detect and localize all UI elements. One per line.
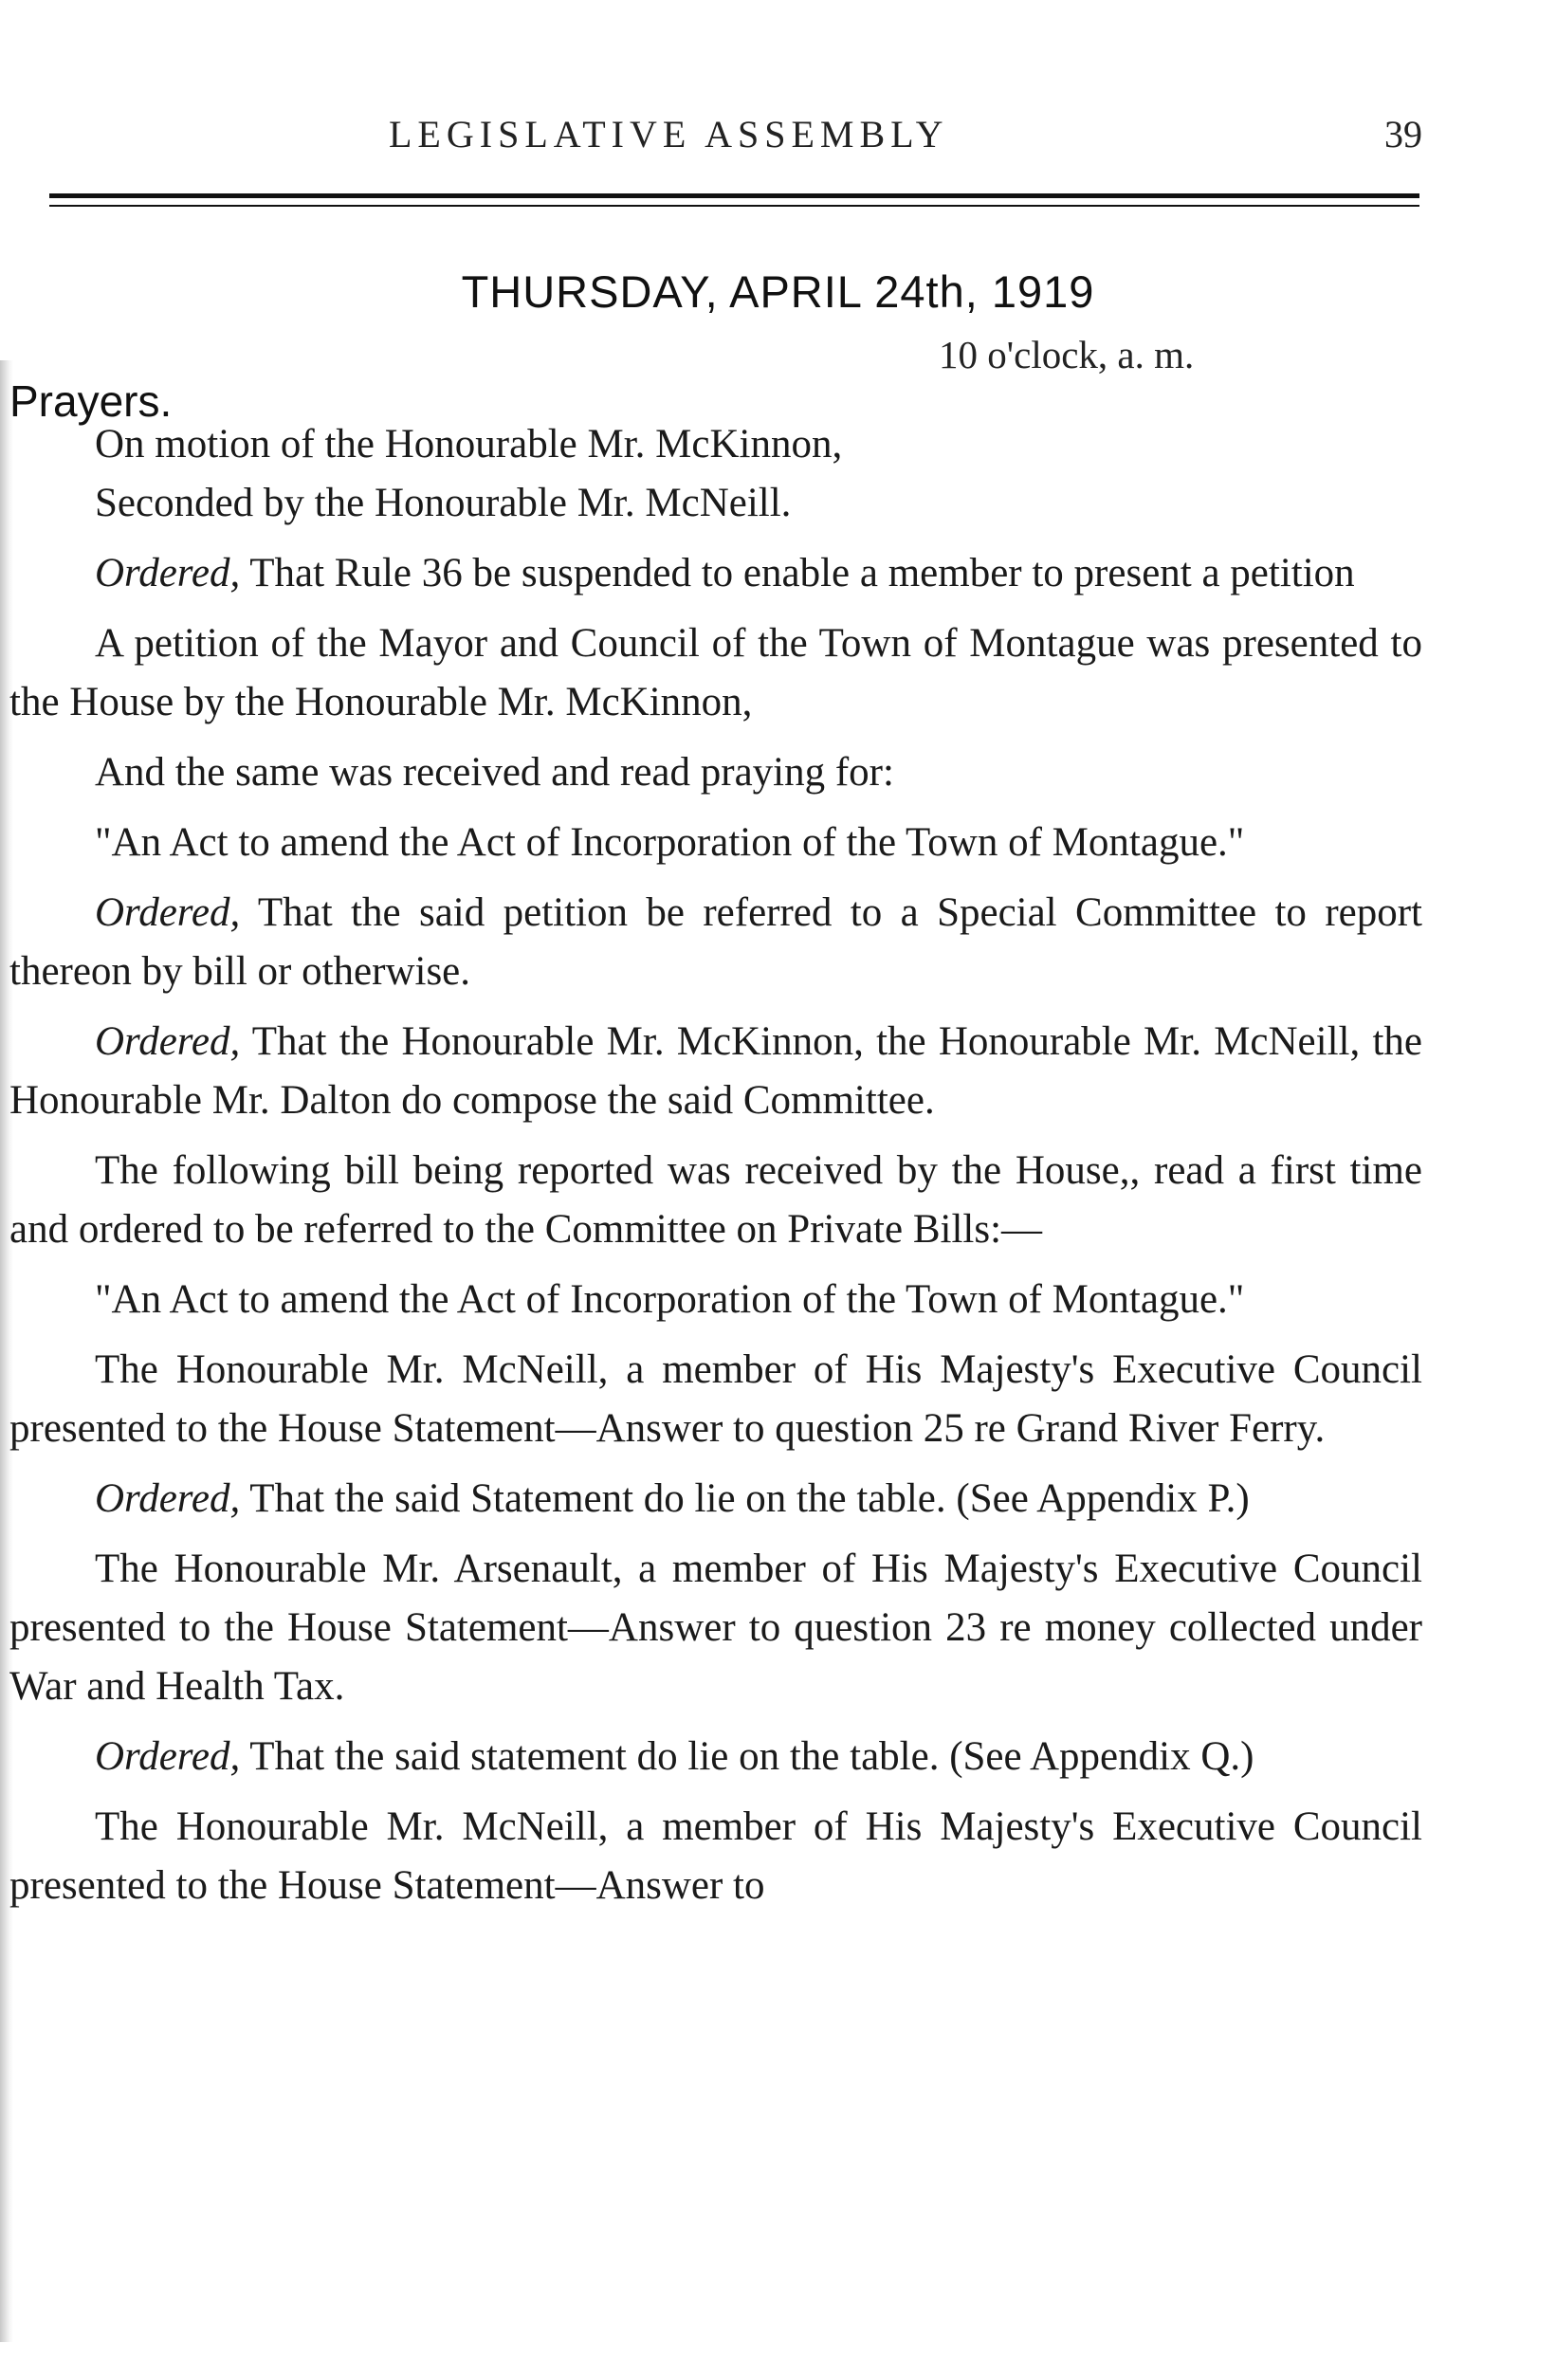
proceedings-body: [9, 415, 1422, 1927]
paragraph-text: "An Act to amend the Act of Incorporation of the Town of Montague.": [95, 1277, 1245, 1322]
paragraph: [9, 814, 1422, 872]
paragraph-text: And the same was received and read praying for:: [95, 750, 894, 795]
paragraph-text: That the said petition be referred to a Special Committee to report thereon by bill or otherwise.: [9, 890, 1422, 994]
paragraph: [9, 474, 1422, 533]
paragraph: [9, 614, 1422, 732]
paragraph-lead: Ordered,: [95, 1476, 241, 1521]
paragraph-text: "An Act to amend the Act of Incorporation of the Town of Montague.": [95, 820, 1245, 865]
paragraph-text: That Rule 36 be suspended to enable a member to present a petition: [249, 551, 1355, 595]
paragraph: [9, 1341, 1422, 1458]
running-title: LEGISLATIVE ASSEMBLY: [389, 113, 949, 156]
paragraph-text: That the said statement do lie on the table. (See Appendix Q.): [249, 1734, 1254, 1779]
paragraph: [9, 743, 1422, 802]
paragraph: [9, 1142, 1422, 1259]
paragraph: [9, 1271, 1422, 1329]
sitting-time: 10 o'clock, a. m.: [939, 333, 1195, 376]
paragraph: [9, 1013, 1422, 1130]
paragraph: [9, 544, 1422, 603]
header-rule-thick: [49, 193, 1419, 198]
paragraph-lead: Ordered,: [95, 1019, 241, 1064]
paragraph: [9, 1798, 1422, 1915]
paragraph: [9, 1540, 1422, 1716]
paragraph-text: That the Honourable Mr. McKinnon, the Honourable Mr. McNeill, the Honourable Mr. Dalton do compose the said Committee.: [9, 1019, 1422, 1123]
paragraph-text: The Honourable Mr. McNeill, a member of His Majesty's Executive Council presented to the House Statement—Answer to question 25 re Grand River Ferry.: [9, 1347, 1422, 1451]
paragraph-lead: Ordered,: [95, 1734, 241, 1779]
sitting-date: THURSDAY, APRIL 24th, 1919: [461, 266, 1095, 317]
paragraph-text: The Honourable Mr. McNeill, a member of His Majesty's Executive Council presented to the House Statement—Answer to: [9, 1804, 1422, 1908]
paragraph-text: A petition of the Mayor and Council of the Town of Montague was presented to the House by the Honourable Mr. McKinnon,: [9, 621, 1422, 724]
page-number: 39: [1384, 113, 1422, 156]
paragraph: [9, 884, 1422, 1001]
paragraph-lead: Ordered,: [95, 551, 241, 595]
prayers-heading: Prayers.: [9, 376, 173, 426]
paragraph: [9, 1470, 1422, 1529]
header-rule-thin: [49, 205, 1419, 207]
paragraph-text: Seconded by the Honourable Mr. McNeill.: [95, 481, 792, 525]
paragraph-text: On motion of the Honourable Mr. McKinnon,: [95, 422, 843, 467]
paragraph-text: The following bill being reported was received by the House,, read a first time and ordered to be referred to the Committee on Private Bills:—: [9, 1148, 1422, 1252]
paragraph-text: That the said Statement do lie on the table. (See Appendix P.): [249, 1476, 1250, 1521]
paragraph-lead: Ordered,: [95, 890, 241, 935]
paragraph: [9, 1728, 1422, 1786]
paragraph-text: The Honourable Mr. Arsenault, a member of His Majesty's Executive Council presented to the House Statement—Answer to question 23 re money collected under War and Health Tax.: [9, 1547, 1422, 1709]
paragraph: [9, 415, 1422, 474]
